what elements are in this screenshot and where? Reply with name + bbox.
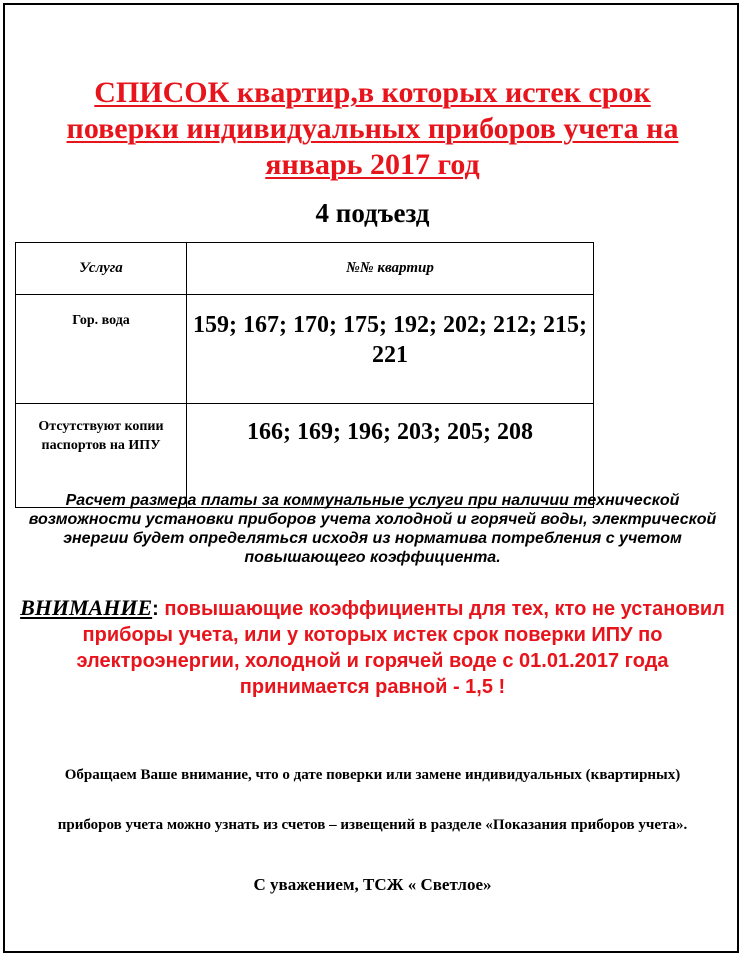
attention-block	[15, 595, 730, 700]
title-line-3: январь 2017 год	[265, 148, 480, 181]
header-apartments: №№ квартир	[187, 243, 594, 295]
attention-word: ВНИМАНИЕ	[20, 595, 153, 620]
page-title	[0, 75, 745, 183]
table-header-row	[16, 243, 594, 295]
entrance-subtitle: 4 подъезд	[315, 198, 430, 228]
notice-line-2: приборов учета можно узнать из счетов – извещений в разделе «Показания приборов учета».	[57, 817, 688, 833]
apartments-table	[15, 242, 594, 508]
attention-text: повышающие коэффициенты для тех, кто не установил приборы учета, или у которых истек срок поверки ИПУ по электроэнергии, холодной и горячей воде с 01.01.2017 года принимается равной - 1,5 !	[76, 598, 725, 698]
title-line-1: СПИСОК квартир,в которых истек срок	[94, 76, 651, 109]
service-cell: Гор. вода	[16, 295, 187, 404]
service-cell: Отсутствуют копии паспортов на ИПУ	[16, 404, 187, 508]
apartments-cell: 166; 169; 196; 203; 205; 208	[187, 404, 594, 508]
apartments-cell: 159; 167; 170; 175; 192; 202; 212; 215; 221	[187, 295, 594, 404]
attention-colon: :	[152, 598, 159, 620]
signature: С уважением, ТСЖ « Светлое»	[253, 875, 492, 894]
table-row	[16, 295, 594, 404]
title-line-2: поверки индивидуальных приборов учета на	[66, 112, 679, 145]
calculation-note: Расчет размера платы за коммунальные услуги при наличии технической возможности установки приборов учета холодной и горячей воды, электрической энергии будет определяться исходя из норматива потребления с учетом повышающего коэффициента.	[28, 492, 717, 566]
header-service: Услуга	[16, 243, 187, 295]
notice-line-1: Обращаем Ваше внимание, что о дате поверки или замене индивидуальных (квартирных)	[64, 767, 681, 783]
